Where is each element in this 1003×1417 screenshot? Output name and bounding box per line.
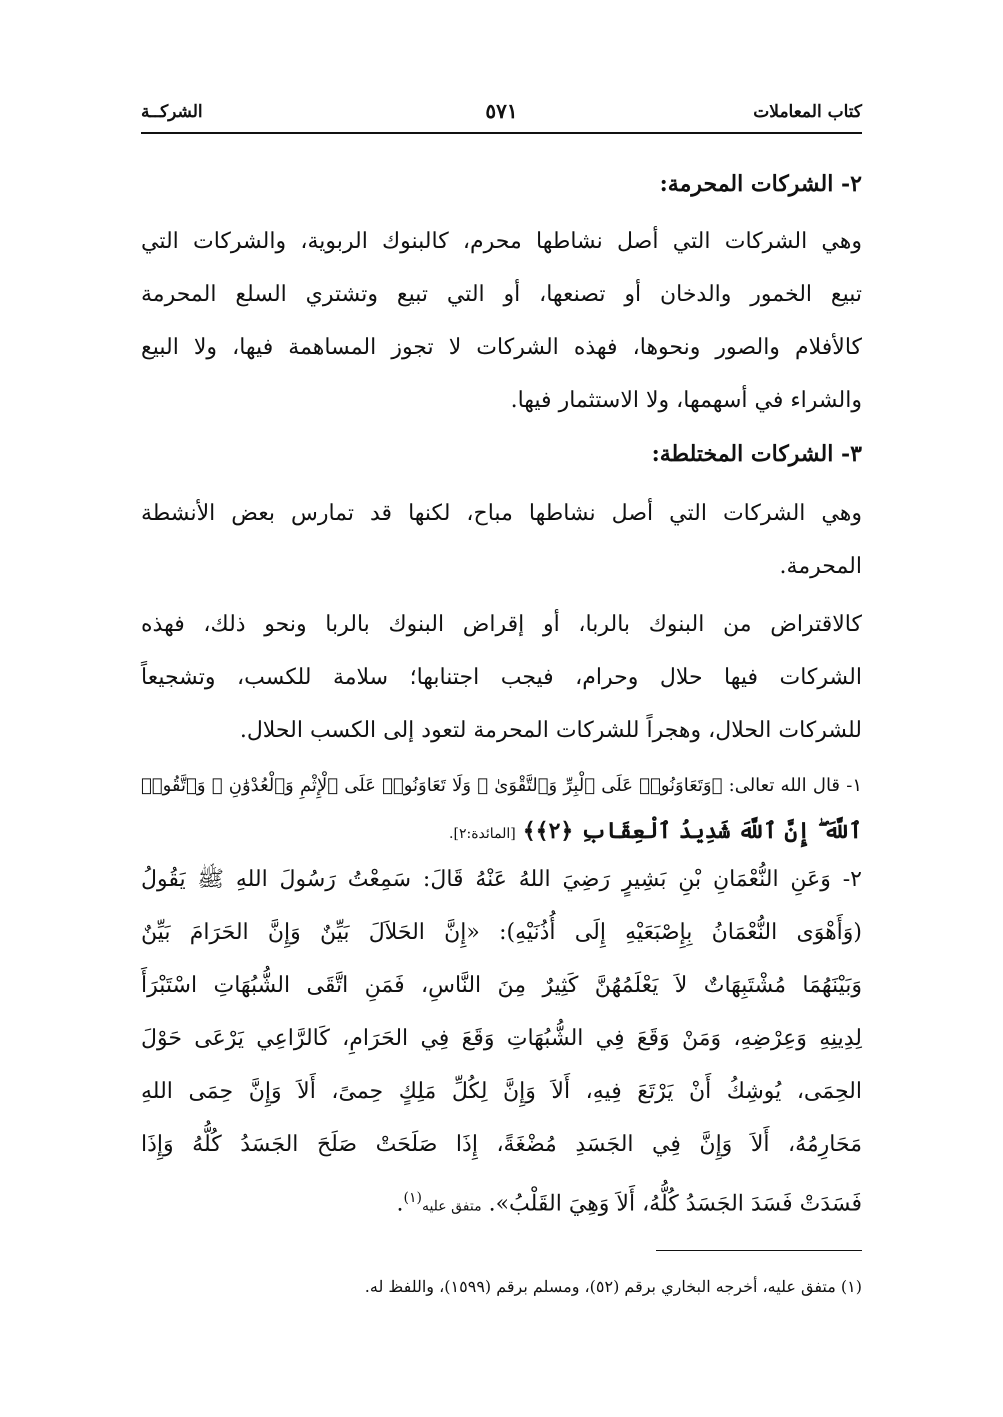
hadith-line-6: مَحَارِمُهُ، أَلاَ وَإِنَّ فِي الجَسَدِ مُضْغَةً، إِذَا صَلَحَتْ صَلَحَ الجَسَدُ كُلُّهُ وَإِذَا xyxy=(141,1132,862,1157)
hadith-line-1: ٢- وَعَنِ النُّعْمَانِ بْنِ بَشِيرٍ رَضِيَ اللهُ عَنْهُ قَالَ: سَمِعْتُ رَسُولَ اللهِ ﷺ يَقُولُ xyxy=(141,867,862,892)
hadith-line-7 xyxy=(141,1178,862,1226)
hadith-line-5: الحِمَى، يُوشِكُ أَنْ يَرْتَعَ فِيهِ، أَلاَ وَإِنَّ لِكُلِّ مَلِكٍ حِمىً، أَلاَ وَإِنَّ حِمَى اللهِ xyxy=(141,1079,862,1104)
hadith-last-text: فَسَدَتْ فَسَدَ الجَسَدُ كُلُّهُ، أَلاَ وَهِيَ القَلْبُ». xyxy=(488,1191,862,1217)
quran-verse-reference: [المائدة:٢]. xyxy=(449,826,516,842)
section-2-line-1: وهي الشركات التي أصل نشاطها محرم، كالبنوك الربوية، والشركات التي xyxy=(141,229,862,254)
section-3-para-2-line-3: للشركات الحلال، وهجراً للشركات المحرمة لتعود إلى الكسب الحلال. xyxy=(239,718,862,743)
section-3-para-2-line-2: الشركات فيها حلال وحرام، فيجب اجتنابها؛ سلامة للكسب، وتشجيعاً xyxy=(141,665,862,690)
footnote-text: (١) متفق عليه، أخرجه البخاري برقم (٥٢)، ومسلم برقم (١٥٩٩)، واللفظ له. xyxy=(364,1277,862,1296)
section-3-heading: ٣- الشركات المختلطة: xyxy=(651,441,862,467)
footnote-divider xyxy=(656,1250,862,1251)
running-header-book-title: كتاب المعاملات xyxy=(753,102,862,122)
page-number: ٥٧١ xyxy=(485,99,518,123)
hadith-attribution: متفق عليه xyxy=(421,1198,482,1215)
section-2-heading: ٢- الشركات المحرمة: xyxy=(659,171,862,197)
section-2-line-4: والشراء في أسهمها، ولا الاستثمار فيها. xyxy=(510,388,862,413)
hadith-line-3: وَبَيْنَهُمَا مُشْتَبِهَاتٌ لاَ يَعْلَمُهُنَّ كَثِيرٌ مِنَ النَّاسِ، فَمَنِ اتَّقَى الشُّبُهَاتِ اسْتَبْرَأَ xyxy=(141,973,862,998)
section-2-line-2: تبيع الخمور والدخان أو تصنعها، أو التي تبيع وتشتري السلع المحرمة xyxy=(141,282,862,307)
quran-evidence-line-2 xyxy=(141,811,862,854)
section-2-line-3: كالأفلام والصور ونحوها، فهذه الشركات لا تجوز المساهمة فيها، ولا البيع xyxy=(141,335,862,360)
section-3-para-1-line-1: وهي الشركات التي أصل نشاطها مباح، لكنها قد تمارس بعض الأنشطة xyxy=(141,501,862,526)
hadith-line-2: (وَأَهْوَى النُّعْمَانُ بِإِصْبَعَيْهِ إِلَى أُذُنَيْهِ): «إِنَّ الحَلاَلَ بَيِّنٌ وَإِنَّ الحَرَامَ بَيِّنٌ xyxy=(141,920,862,945)
section-3-para-2-line-1: كالاقتراض من البنوك بالربا، أو إقراض البنوك بالربا ونحو ذلك، فهذه xyxy=(141,612,862,637)
hadith-line-4: لِدِينِهِ وَعِرْضِهِ، وَمَنْ وَقَعَ فِي الشُّبُهَاتِ وَقَعَ فِي الحَرَامِ، كَالرَّاعِي يَرْعَى حَوْلَ xyxy=(141,1026,862,1051)
running-header-chapter-title: الشركــة xyxy=(141,102,203,122)
footnote-marker[interactable]: (١) xyxy=(403,1190,422,1206)
hadith-end-period: . xyxy=(396,1191,404,1217)
quran-verse-text: ٱللَّهَ ۖ إِنَّ ٱللَّهَ شَدِيدُ ٱلْعِقَابِ ﴿٢﴾﴾ xyxy=(522,818,862,844)
header-divider xyxy=(141,132,862,134)
quran-evidence-line-1: ١- قال الله تعالى: ﴿وَتَعَاوَنُوا۟ عَلَى ٱلْبِرِّ وَٱلتَّقْوَىٰ ۖ وَلَا تَعَاوَنُوا۟ عَلَى ٱلْإِثْمِ وَٱلْعُدْوَٰنِ ۚ وَٱتَّقُوا۟ xyxy=(141,775,862,796)
section-3-para-1-line-2: المحرمة. xyxy=(779,554,862,579)
